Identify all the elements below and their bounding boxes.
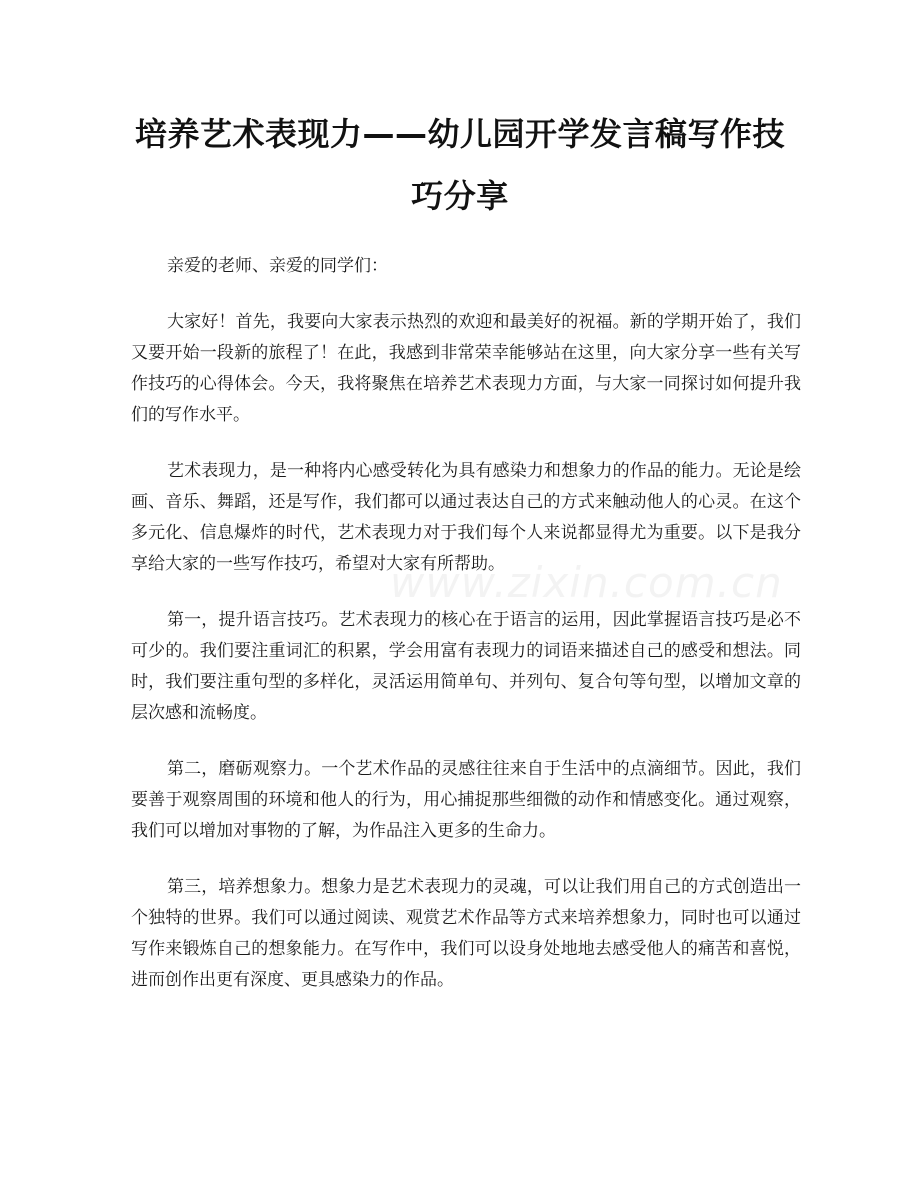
document-title: 培养艺术表现力——幼儿园开学发言稿写作技巧分享 — [134, 115, 785, 215]
greeting: 亲爱的老师、亲爱的同学们： — [167, 256, 388, 276]
paragraph-1: 大家好！首先，我要向大家表示热烈的欢迎和最美好的祝福。新的学期开始了，我们又要开始一段新的旅程了！在此，我感到非常荣幸能够站在这里，向大家分享一些有关写作技巧的心得体会。今天，我将聚焦在培养艺术表现力方面，与大家一同探讨如何提升我们的写作水平。 — [131, 312, 801, 425]
watermark: www.zixin.com.cn — [390, 558, 783, 607]
paragraph-5: 第三，培养想象力。想象力是艺术表现力的灵魂，可以让我们用自己的方式创造出一个独特的世界。我们可以通过阅读、观赏艺术作品等方式来培养想象力，同时也可以通过写作来锻炼自己的想象能力。在写作中，我们可以设身处地地去感受他人的痛苦和喜悦，进而创作出更有深度、更具感染力的作品。 — [131, 877, 801, 990]
paragraph-3: 第一，提升语言技巧。艺术表现力的核心在于语言的运用，因此掌握语言技巧是必不可少的。我们要注重词汇的积累，学会用富有表现力的词语来描述自己的感受和想法。同时，我们要注重句型的多样化，灵活运用简单句、并列句、复合句等句型，以增加文章的层次感和流畅度。 — [131, 610, 801, 723]
paragraph-2: 艺术表现力，是一种将内心感受转化为具有感染力和想象力的作品的能力。无论是绘画、音乐、舞蹈，还是写作，我们都可以通过表达自己的方式来触动他人的心灵。在这个多元化、信息爆炸的时代，艺术表现力对于我们每个人来说都显得尤为重要。以下是我分享给大家的一些写作技巧，希望对大家有所帮助。 — [131, 461, 801, 574]
paragraph-4: 第二，磨砺观察力。一个艺术作品的灵感往往来自于生活中的点滴细节。因此，我们要善于观察周围的环境和他人的行为，用心捕捉那些细微的动作和情感变化。通过观察，我们可以增加对事物的了解，为作品注入更多的生命力。 — [131, 759, 801, 841]
document-body — [131, 251, 801, 1021]
